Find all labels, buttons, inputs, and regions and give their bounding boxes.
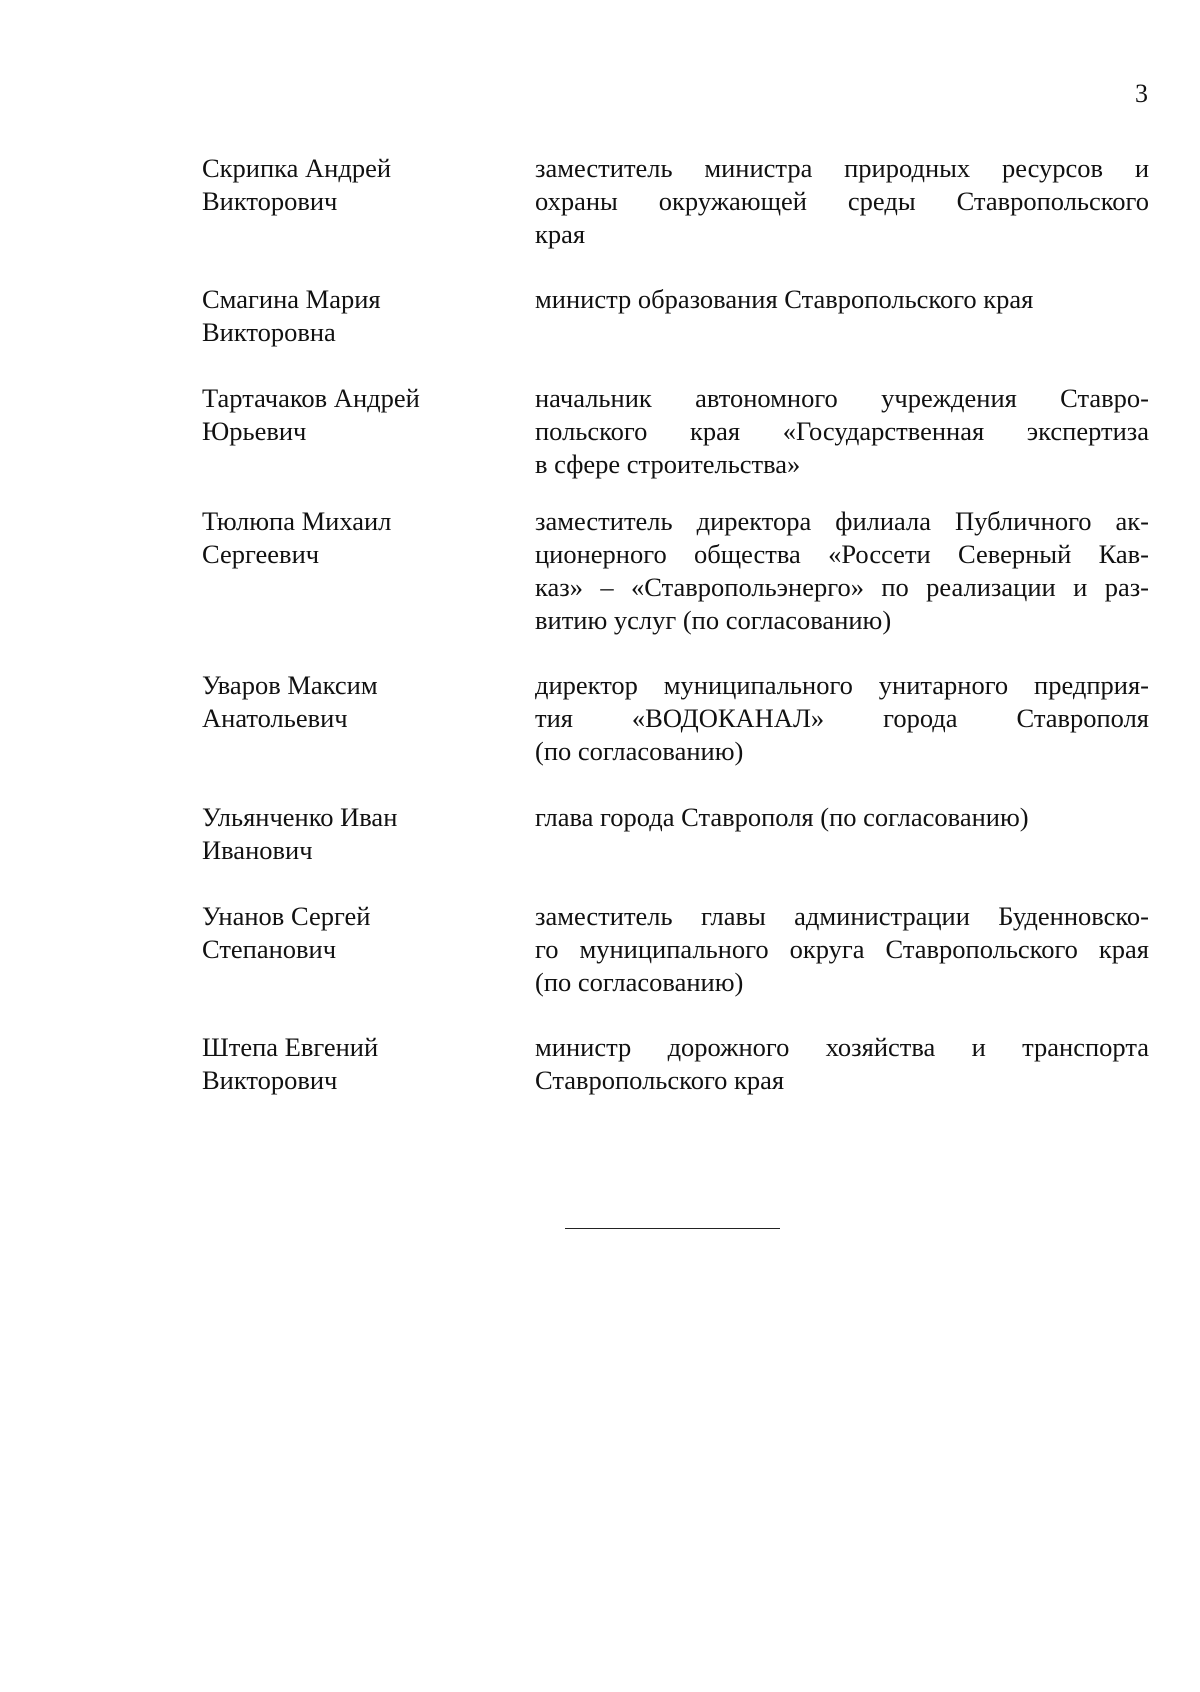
member-name-line: Викторовна xyxy=(202,317,336,347)
member-name-line: Викторович xyxy=(202,1065,338,1095)
member-name xyxy=(202,669,472,735)
member-position xyxy=(535,283,1149,316)
member-position-line: польского края «Государственная экспертиза xyxy=(535,416,1149,446)
member-name-line: Скрипка Андрей xyxy=(202,153,392,183)
page-number: 3 xyxy=(1135,79,1148,108)
member-position-line: (по согласованию) xyxy=(535,967,744,997)
member-name-line: Анатольевич xyxy=(202,703,348,733)
member-name-line: Тартачаков Андрей xyxy=(202,383,420,413)
member-name-line: Унанов Сергей xyxy=(202,901,371,931)
member-position-line: начальник автономного учреждения Ставро- xyxy=(535,383,1149,413)
member-name-line: Викторович xyxy=(202,186,338,216)
member-position-line: глава города Ставрополя (по согласованию) xyxy=(535,802,1029,832)
member-position xyxy=(535,382,1149,481)
member-name-line: Степанович xyxy=(202,934,337,964)
member-position xyxy=(535,669,1149,768)
member-name-line: Иванович xyxy=(202,835,313,865)
member-position xyxy=(535,505,1149,637)
member-name xyxy=(202,900,472,966)
member-name-line: Сергеевич xyxy=(202,539,320,569)
member-position-line: (по согласованию) xyxy=(535,736,744,766)
member-position xyxy=(535,1031,1149,1097)
member-position-line: заместитель директора филиала Публичного ак- xyxy=(535,506,1149,536)
member-position-line: министр дорожного хозяйства и транспорта xyxy=(535,1032,1149,1062)
member-name xyxy=(202,505,472,571)
member-position xyxy=(535,801,1149,834)
member-position-line: ционерного общества «Россети Северный Кав- xyxy=(535,539,1149,569)
member-position-line: каз» – «Ставропольэнерго» по реализации и раз- xyxy=(535,572,1149,602)
member-name xyxy=(202,152,472,218)
member-name-line: Уваров Максим xyxy=(202,670,378,700)
member-position-line: в сфере строительства» xyxy=(535,449,801,479)
end-of-list-rule xyxy=(565,1228,780,1229)
member-position-line: Ставропольского края xyxy=(535,1065,785,1095)
member-position xyxy=(535,900,1149,999)
member-name xyxy=(202,382,472,448)
member-position-line: тия «ВОДОКАНАЛ» города Ставрополя xyxy=(535,703,1149,733)
member-position-line: директор муниципального унитарного предприя- xyxy=(535,670,1149,700)
member-position-line: го муниципального округа Ставропольского края xyxy=(535,934,1149,964)
member-name-line: Штепа Евгений xyxy=(202,1032,379,1062)
member-name-line: Смагина Мария xyxy=(202,284,381,314)
member-position-line: края xyxy=(535,219,586,249)
member-name xyxy=(202,801,472,867)
member-position-line: заместитель министра природных ресурсов и xyxy=(535,153,1149,183)
member-position-line: заместитель главы администрации Буденновско- xyxy=(535,901,1149,931)
member-name xyxy=(202,1031,472,1097)
member-name xyxy=(202,283,472,349)
member-position-line: министр образования Ставропольского края xyxy=(535,284,1034,314)
member-position-line: охраны окружающей среды Ставропольского xyxy=(535,186,1149,216)
member-name-line: Ульянченко Иван xyxy=(202,802,398,832)
member-name-line: Тюлюпа Михаил xyxy=(202,506,392,536)
member-position-line: витию услуг (по согласованию) xyxy=(535,605,892,635)
member-name-line: Юрьевич xyxy=(202,416,307,446)
member-position xyxy=(535,152,1149,251)
